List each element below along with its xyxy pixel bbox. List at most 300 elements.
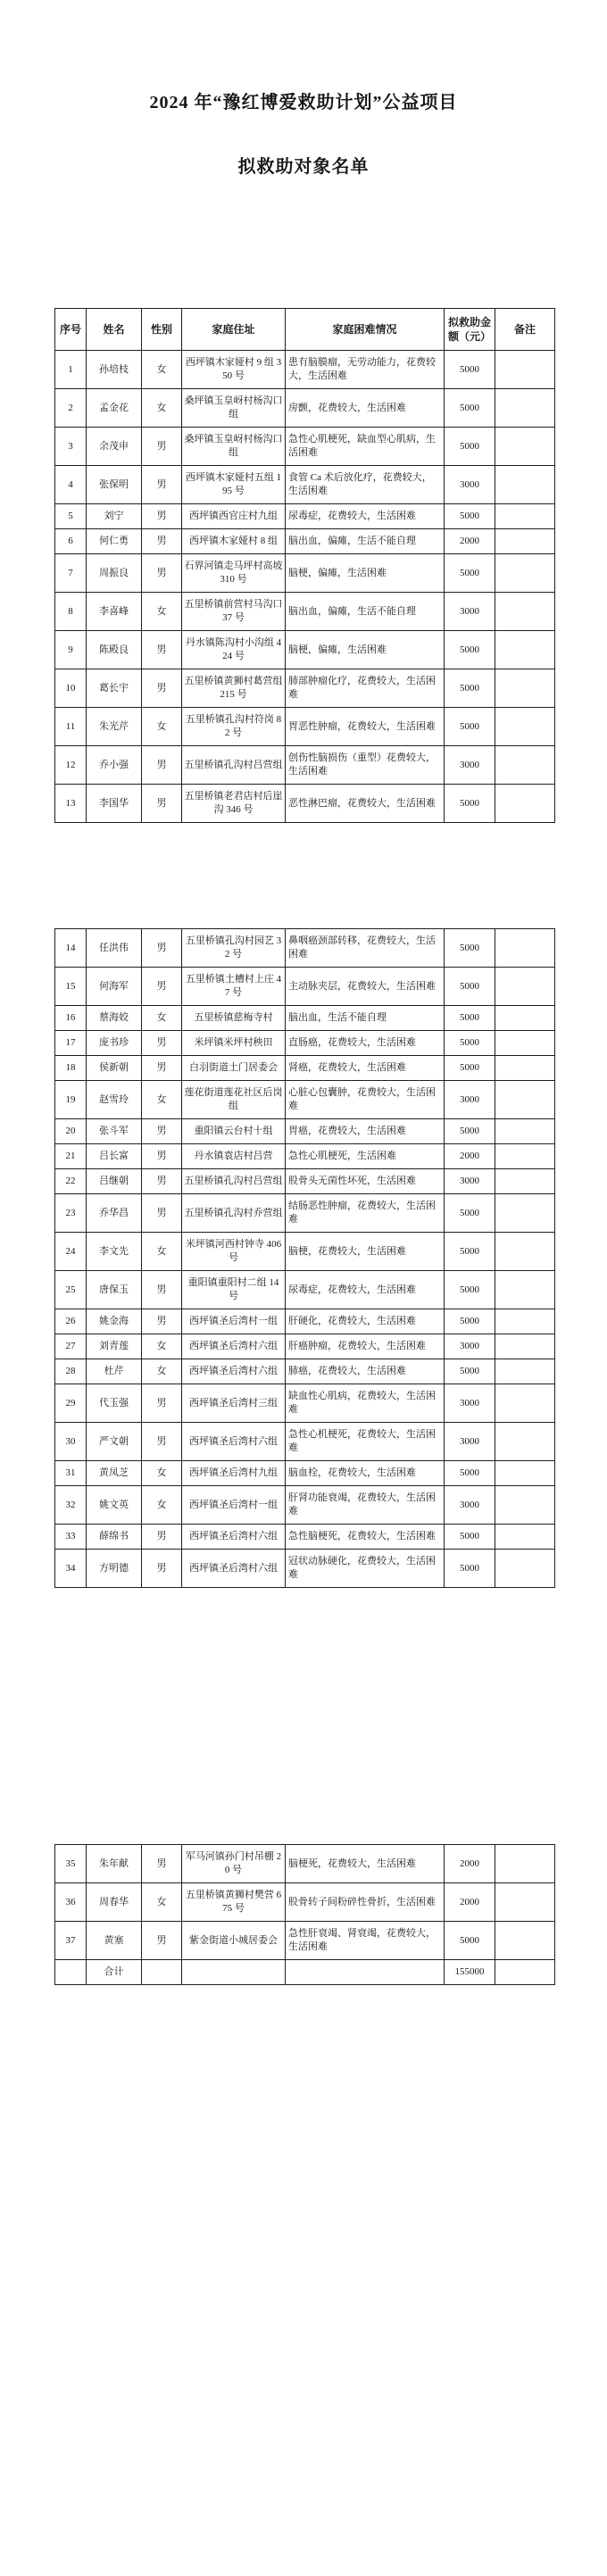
- cell-address: 米坪镇河西村钟寺 406 号: [182, 1233, 286, 1271]
- cell-amount: 5000: [445, 968, 495, 1006]
- cell-gender: 男: [142, 1384, 182, 1423]
- cell-name: 周振良: [87, 554, 142, 593]
- cell-gender: 女: [142, 1486, 182, 1525]
- cell-row-no: 9: [55, 631, 87, 669]
- cell-address: 西坪镇圣后湾村一组: [182, 1309, 286, 1334]
- cell-difficulty: 食管 Ca 术后放化疗，花费较大，生活困难: [286, 466, 445, 504]
- cell-note: [495, 1144, 555, 1169]
- cell-difficulty: 尿毒症，花费较大，生活困难: [286, 504, 445, 529]
- cell-row-no: 37: [55, 1922, 87, 1960]
- cell-gender: 男: [142, 529, 182, 554]
- table-row: [55, 1169, 555, 1194]
- header-cell-row-no: 序号: [55, 309, 87, 351]
- cell-name: 唐保玉: [87, 1271, 142, 1309]
- cell-address: 莲花街道莲花社区后岗组: [182, 1081, 286, 1119]
- table-row: [55, 504, 555, 529]
- cell-name: 周春华: [87, 1883, 142, 1922]
- cell-row-no: 1: [55, 351, 87, 389]
- cell-address: [182, 1960, 286, 1985]
- cell-difficulty: 急性心肌梗死，缺血型心肌病，生活困难: [286, 428, 445, 466]
- cell-difficulty: 脑梗，花费较大，生活困难: [286, 1233, 445, 1271]
- cell-row-no: 30: [55, 1423, 87, 1461]
- cell-difficulty: 肺部肿瘤化疗，花费较大，生活困难: [286, 669, 445, 708]
- table-row: [55, 1006, 555, 1031]
- cell-row-no: 36: [55, 1883, 87, 1922]
- cell-address: 军马河镇孙门村吊棚 20 号: [182, 1845, 286, 1883]
- cell-address: 西坪镇圣后湾村六组: [182, 1550, 286, 1588]
- cell-name: 蔡海姣: [87, 1006, 142, 1031]
- cell-note: [495, 504, 555, 529]
- cell-name: 刘青莲: [87, 1334, 142, 1359]
- cell-amount: 5000: [445, 1119, 495, 1144]
- cell-row-no: [55, 1960, 87, 1985]
- table-row: [55, 1233, 555, 1271]
- cell-row-no: 33: [55, 1525, 87, 1550]
- cell-amount: 3000: [445, 1384, 495, 1423]
- cell-gender: 男: [142, 1525, 182, 1550]
- cell-row-no: 19: [55, 1081, 87, 1119]
- cell-name: 何仁勇: [87, 529, 142, 554]
- cell-amount: 5000: [445, 1006, 495, 1031]
- cell-name: 合计: [87, 1960, 142, 1985]
- cell-gender: [142, 1960, 182, 1985]
- table-row: [55, 929, 555, 968]
- cell-gender: 男: [142, 1144, 182, 1169]
- cell-note: [495, 593, 555, 631]
- cell-address: 五里桥镇土槽村上庄 47 号: [182, 968, 286, 1006]
- cell-gender: 男: [142, 1922, 182, 1960]
- cell-difficulty: 急性脑梗死，花费较大，生活困难: [286, 1525, 445, 1550]
- cell-difficulty: 房颤，花费较大，生活困难: [286, 389, 445, 428]
- cell-row-no: 8: [55, 593, 87, 631]
- cell-name: 张斗军: [87, 1119, 142, 1144]
- aid-recipients-table-page-1: [54, 308, 555, 823]
- cell-amount: 5000: [445, 1461, 495, 1486]
- cell-note: [495, 1359, 555, 1384]
- cell-gender: 男: [142, 929, 182, 968]
- cell-note: [495, 1423, 555, 1461]
- table-row: [55, 708, 555, 746]
- cell-amount: 3000: [445, 1169, 495, 1194]
- table-row: [55, 1081, 555, 1119]
- header-cell-note: 备注: [495, 309, 555, 351]
- cell-name: 孟金花: [87, 389, 142, 428]
- cell-note: [495, 428, 555, 466]
- cell-row-no: 34: [55, 1550, 87, 1588]
- table-row: [55, 1194, 555, 1233]
- cell-address: 五里桥镇孔沟村吕营组: [182, 746, 286, 785]
- cell-address: 西坪镇圣后湾村九组: [182, 1461, 286, 1486]
- cell-row-no: 35: [55, 1845, 87, 1883]
- cell-note: [495, 1081, 555, 1119]
- cell-name: 朱年献: [87, 1845, 142, 1883]
- cell-gender: 男: [142, 504, 182, 529]
- table-header: [55, 309, 555, 351]
- cell-address: 五里桥镇前营村马沟口 37 号: [182, 593, 286, 631]
- cell-note: [495, 1883, 555, 1922]
- cell-note: [495, 351, 555, 389]
- cell-address: 紫金街道小城居委会: [182, 1922, 286, 1960]
- cell-name: 任洪伟: [87, 929, 142, 968]
- cell-gender: 男: [142, 554, 182, 593]
- cell-difficulty: 鼻咽癌颈部转移，花费较大，生活困难: [286, 929, 445, 968]
- cell-name: 朱光芹: [87, 708, 142, 746]
- cell-name: 薛绵书: [87, 1525, 142, 1550]
- cell-amount: 5000: [445, 504, 495, 529]
- cell-amount: 5000: [445, 1525, 495, 1550]
- table-row: [55, 351, 555, 389]
- table-row: [55, 631, 555, 669]
- cell-difficulty: 脑出血，偏瘫，生活不能自理: [286, 593, 445, 631]
- cell-difficulty: 肺癌，花费较大，生活困难: [286, 1359, 445, 1384]
- header-cell-amount: 拟救助金额（元）: [445, 309, 495, 351]
- cell-note: [495, 1233, 555, 1271]
- cell-amount: 2000: [445, 529, 495, 554]
- cell-gender: 女: [142, 389, 182, 428]
- cell-difficulty: 胃癌，花费较大，生活困难: [286, 1119, 445, 1144]
- table-row: [55, 1423, 555, 1461]
- cell-name: 余茂申: [87, 428, 142, 466]
- cell-amount: 5000: [445, 631, 495, 669]
- cell-row-no: 17: [55, 1031, 87, 1056]
- header-row: [55, 309, 555, 351]
- cell-gender: 女: [142, 1883, 182, 1922]
- cell-difficulty: 心脏心包囊肿，花费较大，生活困难: [286, 1081, 445, 1119]
- cell-row-no: 27: [55, 1334, 87, 1359]
- cell-name: 何海军: [87, 968, 142, 1006]
- cell-address: 重阳镇云台村十组: [182, 1119, 286, 1144]
- cell-address: 桑坪镇玉皇岈村杨沟口组: [182, 428, 286, 466]
- cell-difficulty: 脑梗，偏瘫，生活困难: [286, 631, 445, 669]
- cell-amount: 3000: [445, 1486, 495, 1525]
- cell-row-no: 11: [55, 708, 87, 746]
- cell-name: 方明德: [87, 1550, 142, 1588]
- cell-gender: 男: [142, 1423, 182, 1461]
- cell-amount: 2000: [445, 1144, 495, 1169]
- cell-name: 姚金海: [87, 1309, 142, 1334]
- cell-difficulty: 直肠癌，花费较大，生活困难: [286, 1031, 445, 1056]
- cell-address: 西坪镇木家娅村 8 组: [182, 529, 286, 554]
- cell-difficulty: 脑梗死，花费较大，生活困难: [286, 1845, 445, 1883]
- cell-difficulty: [286, 1960, 445, 1985]
- cell-row-no: 15: [55, 968, 87, 1006]
- cell-name: 姚文英: [87, 1486, 142, 1525]
- cell-gender: 男: [142, 1169, 182, 1194]
- cell-name: 李文先: [87, 1233, 142, 1271]
- cell-note: [495, 746, 555, 785]
- cell-address: 五里桥镇慈梅寺村: [182, 1006, 286, 1031]
- cell-name: 庞书珍: [87, 1031, 142, 1056]
- cell-note: [495, 1845, 555, 1883]
- table-row: [55, 389, 555, 428]
- cell-note: [495, 1461, 555, 1486]
- table-row: [55, 466, 555, 504]
- table-row: [55, 1845, 555, 1883]
- cell-name: 陈殿良: [87, 631, 142, 669]
- cell-gender: 男: [142, 746, 182, 785]
- cell-note: [495, 1119, 555, 1144]
- cell-amount: 5000: [445, 389, 495, 428]
- cell-note: [495, 1525, 555, 1550]
- cell-difficulty: 主动脉夹层，花费较大，生活困难: [286, 968, 445, 1006]
- cell-address: 西坪镇西官庄村九组: [182, 504, 286, 529]
- table-row: [55, 1119, 555, 1144]
- table-row: [55, 1384, 555, 1423]
- cell-row-no: 26: [55, 1309, 87, 1334]
- cell-row-no: 29: [55, 1384, 87, 1423]
- cell-note: [495, 1960, 555, 1985]
- table-row: [55, 669, 555, 708]
- cell-row-no: 20: [55, 1119, 87, 1144]
- cell-row-no: 3: [55, 428, 87, 466]
- header-cell-difficulty: 家庭困难情况: [286, 309, 445, 351]
- cell-address: 西坪镇木家娅村五组 195 号: [182, 466, 286, 504]
- cell-name: 孙培枝: [87, 351, 142, 389]
- cell-difficulty: 缺血性心肌病，花费较大，生活困难: [286, 1384, 445, 1423]
- cell-amount: 2000: [445, 1845, 495, 1883]
- cell-amount: 5000: [445, 1271, 495, 1309]
- total-row: [55, 1960, 555, 1985]
- table-row: [55, 554, 555, 593]
- table-row: [55, 1359, 555, 1384]
- cell-row-no: 23: [55, 1194, 87, 1233]
- cell-amount: 3000: [445, 1081, 495, 1119]
- table-row: [55, 1550, 555, 1588]
- cell-amount: 5000: [445, 1922, 495, 1960]
- cell-amount: 3000: [445, 1334, 495, 1359]
- header-cell-address: 家庭住址: [182, 309, 286, 351]
- cell-name: 葛长宇: [87, 669, 142, 708]
- cell-gender: 女: [142, 1359, 182, 1384]
- cell-gender: 女: [142, 1461, 182, 1486]
- cell-name: 吕长富: [87, 1144, 142, 1169]
- cell-difficulty: 脑出血，偏瘫，生活不能自理: [286, 529, 445, 554]
- cell-note: [495, 968, 555, 1006]
- cell-difficulty: 创伤性脑损伤（重型）花费较大，生活困难: [286, 746, 445, 785]
- cell-difficulty: 股骨头无菌性坏死，生活困难: [286, 1169, 445, 1194]
- page-title: 2024 年“豫红博爱救助计划”公益项目: [149, 93, 458, 112]
- cell-gender: 女: [142, 1006, 182, 1031]
- cell-name: 乔小强: [87, 746, 142, 785]
- cell-note: [495, 529, 555, 554]
- cell-difficulty: 胃恶性肿瘤，花费较大，生活困难: [286, 708, 445, 746]
- cell-address: 桑坪镇玉皇岈村杨沟口组: [182, 389, 286, 428]
- cell-gender: 男: [142, 785, 182, 823]
- cell-gender: 女: [142, 593, 182, 631]
- cell-gender: 女: [142, 1334, 182, 1359]
- cell-amount: 5000: [445, 1056, 495, 1081]
- cell-gender: 男: [142, 428, 182, 466]
- cell-row-no: 12: [55, 746, 87, 785]
- cell-gender: 男: [142, 1119, 182, 1144]
- cell-amount: 5000: [445, 1233, 495, 1271]
- cell-address: 西坪镇圣后湾村一组: [182, 1486, 286, 1525]
- cell-row-no: 6: [55, 529, 87, 554]
- cell-note: [495, 785, 555, 823]
- aid-recipients-table-page-2: [54, 928, 555, 1588]
- cell-row-no: 25: [55, 1271, 87, 1309]
- cell-difficulty: 肝硬化，花费较大，生活困难: [286, 1309, 445, 1334]
- header-cell-gender: 性别: [142, 309, 182, 351]
- cell-gender: 女: [142, 1233, 182, 1271]
- table-row: [55, 1271, 555, 1309]
- cell-row-no: 16: [55, 1006, 87, 1031]
- cell-amount: 3000: [445, 746, 495, 785]
- table-row: [55, 1144, 555, 1169]
- cell-gender: 男: [142, 1309, 182, 1334]
- cell-amount: 2000: [445, 1883, 495, 1922]
- page-subtitle: 拟救助对象名单: [237, 157, 370, 177]
- cell-row-no: 2: [55, 389, 87, 428]
- cell-difficulty: 尿毒症，花费较大，生活困难: [286, 1271, 445, 1309]
- cell-difficulty: 结肠恶性肿瘤，花费较大，生活困难: [286, 1194, 445, 1233]
- cell-amount: 5000: [445, 428, 495, 466]
- cell-row-no: 24: [55, 1233, 87, 1271]
- aid-recipients-table-page-3: [54, 1844, 555, 1985]
- cell-row-no: 28: [55, 1359, 87, 1384]
- cell-name: 吕继朝: [87, 1169, 142, 1194]
- cell-name: 张保明: [87, 466, 142, 504]
- cell-note: [495, 1550, 555, 1588]
- cell-amount: 5000: [445, 708, 495, 746]
- cell-amount: 5000: [445, 929, 495, 968]
- cell-address: 西坪镇圣后湾村六组: [182, 1525, 286, 1550]
- cell-difficulty: 脑出血，生活不能自理: [286, 1006, 445, 1031]
- cell-name: 黄塞: [87, 1922, 142, 1960]
- cell-address: 五里桥镇孔沟村符岗 82 号: [182, 708, 286, 746]
- cell-amount: 3000: [445, 466, 495, 504]
- cell-note: [495, 1309, 555, 1334]
- cell-gender: 男: [142, 631, 182, 669]
- cell-name: 侯新朝: [87, 1056, 142, 1081]
- cell-note: [495, 708, 555, 746]
- cell-address: 五里桥镇孔沟村园艺 32 号: [182, 929, 286, 968]
- cell-amount: 5000: [445, 669, 495, 708]
- cell-amount: 3000: [445, 1423, 495, 1461]
- cell-gender: 男: [142, 1031, 182, 1056]
- cell-row-no: 13: [55, 785, 87, 823]
- cell-gender: 男: [142, 1550, 182, 1588]
- cell-address: 五里桥镇老君店村后崖沟 346 号: [182, 785, 286, 823]
- cell-difficulty: 脑血栓，花费较大，生活困难: [286, 1461, 445, 1486]
- cell-name: 李喜峰: [87, 593, 142, 631]
- table-row: [55, 746, 555, 785]
- cell-note: [495, 1334, 555, 1359]
- cell-address: 丹水镇袁店村吕营: [182, 1144, 286, 1169]
- cell-difficulty: 肾癌，花费较大，生活困难: [286, 1056, 445, 1081]
- cell-amount: 5000: [445, 1194, 495, 1233]
- cell-gender: 男: [142, 968, 182, 1006]
- cell-note: [495, 1486, 555, 1525]
- cell-difficulty: 肝肾功能衰竭，花费较大，生活困难: [286, 1486, 445, 1525]
- table-row: [55, 968, 555, 1006]
- cell-address: 西坪镇圣后湾村三组: [182, 1384, 286, 1423]
- cell-difficulty: 患有脑膜瘤，无劳动能力，花费较大，生活困难: [286, 351, 445, 389]
- cell-note: [495, 554, 555, 593]
- cell-gender: 男: [142, 1271, 182, 1309]
- cell-note: [495, 466, 555, 504]
- table-row: [55, 1334, 555, 1359]
- table-row: [55, 1309, 555, 1334]
- cell-gender: 男: [142, 1056, 182, 1081]
- cell-name: 黄凤芝: [87, 1461, 142, 1486]
- cell-name: 刘宁: [87, 504, 142, 529]
- cell-note: [495, 1922, 555, 1960]
- cell-name: 代玉强: [87, 1384, 142, 1423]
- cell-row-no: 4: [55, 466, 87, 504]
- cell-gender: 男: [142, 669, 182, 708]
- cell-address: 五里桥镇黄狮村樊营 675 号: [182, 1883, 286, 1922]
- cell-amount: 155000: [445, 1960, 495, 1985]
- cell-gender: 男: [142, 1845, 182, 1883]
- cell-amount: 5000: [445, 1359, 495, 1384]
- cell-gender: 女: [142, 708, 182, 746]
- table-row: [55, 593, 555, 631]
- cell-difficulty: 脑梗，偏瘫，生活困难: [286, 554, 445, 593]
- cell-name: 赵雪玲: [87, 1081, 142, 1119]
- cell-address: 五里桥镇孔沟村乔营组: [182, 1194, 286, 1233]
- cell-amount: 5000: [445, 1309, 495, 1334]
- cell-amount: 5000: [445, 554, 495, 593]
- table-row: [55, 1031, 555, 1056]
- cell-note: [495, 1194, 555, 1233]
- cell-row-no: 21: [55, 1144, 87, 1169]
- cell-note: [495, 1006, 555, 1031]
- table-row: [55, 1883, 555, 1922]
- cell-name: 乔华昌: [87, 1194, 142, 1233]
- cell-note: [495, 929, 555, 968]
- cell-row-no: 32: [55, 1486, 87, 1525]
- cell-row-no: 22: [55, 1169, 87, 1194]
- cell-address: 重阳镇重阳村二组 14 号: [182, 1271, 286, 1309]
- table-row: [55, 1486, 555, 1525]
- cell-amount: 5000: [445, 351, 495, 389]
- cell-note: [495, 631, 555, 669]
- cell-row-no: 5: [55, 504, 87, 529]
- cell-difficulty: 急性肝衰竭、肾衰竭，花费较大，生活困难: [286, 1922, 445, 1960]
- cell-address: 丹水镇陈沟村小沟组 424 号: [182, 631, 286, 669]
- cell-gender: 男: [142, 1194, 182, 1233]
- table-row: [55, 1056, 555, 1081]
- table-row: [55, 785, 555, 823]
- cell-gender: 女: [142, 351, 182, 389]
- cell-gender: 男: [142, 466, 182, 504]
- cell-address: 西坪镇圣后湾村六组: [182, 1334, 286, 1359]
- cell-name: 杜芹: [87, 1359, 142, 1384]
- cell-difficulty: 冠状动脉硬化，花费较大，生活困难: [286, 1550, 445, 1588]
- cell-address: 西坪镇圣后湾村六组: [182, 1423, 286, 1461]
- cell-address: 石界河镇走马坪村高坡 310 号: [182, 554, 286, 593]
- cell-address: 五里桥镇黄狮村葛营组 215 号: [182, 669, 286, 708]
- cell-note: [495, 1169, 555, 1194]
- header-cell-name: 姓名: [87, 309, 142, 351]
- cell-address: 五里桥镇孔沟村吕营组: [182, 1169, 286, 1194]
- table-row: [55, 529, 555, 554]
- cell-difficulty: 恶性淋巴瘤，花费较大，生活困难: [286, 785, 445, 823]
- cell-row-no: 7: [55, 554, 87, 593]
- cell-address: 白羽街道土门居委会: [182, 1056, 286, 1081]
- cell-amount: 5000: [445, 785, 495, 823]
- cell-note: [495, 1031, 555, 1056]
- cell-note: [495, 669, 555, 708]
- cell-row-no: 18: [55, 1056, 87, 1081]
- cell-row-no: 10: [55, 669, 87, 708]
- cell-name: 李国华: [87, 785, 142, 823]
- cell-difficulty: 股骨转子间粉碎性骨折，生活困难: [286, 1883, 445, 1922]
- cell-amount: 3000: [445, 593, 495, 631]
- table-row: [55, 1525, 555, 1550]
- cell-address: 米坪镇米坪村秧田: [182, 1031, 286, 1056]
